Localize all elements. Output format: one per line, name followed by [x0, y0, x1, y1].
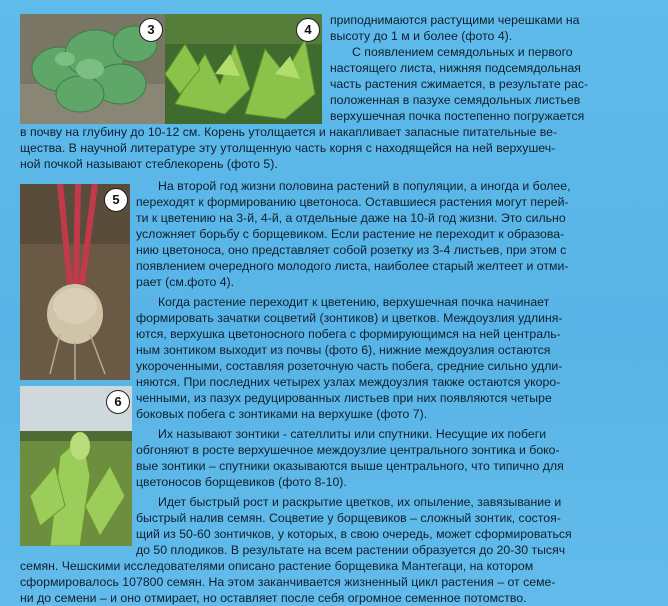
text-line: вые зонтики – спутники оказываются выше центрального, что типично для	[136, 459, 564, 473]
photo-6	[20, 386, 132, 546]
text-line: Идет быстрый рост и раскрытие цветков, их опыление, завязывание и	[158, 495, 562, 509]
text-line: настоящего листа, нижняя подсемядольная	[330, 61, 581, 75]
text-line: переходят к формированию цветоноса. Оставшиеся растения могут перей-	[136, 195, 569, 209]
text-line: ни до семени – и оно отмирает, но оставляет после себя огромное семенное потомство.	[20, 591, 527, 605]
text-line: ным зонтиком выходит из почвы (фото 6), нижние междоузлия остаются	[136, 343, 551, 357]
photo-3-number-badge: 3	[139, 18, 163, 42]
text-line: рает (см.фото 4).	[136, 275, 235, 289]
text-line: Их называют зонтики - сателлиты или спутники. Несущие их побеги	[158, 427, 547, 441]
text-line: щий из 50-60 зонтичков, у которых, в свою очередь, может сформироваться	[136, 527, 572, 541]
photo-4	[165, 14, 322, 124]
text-line: до 50 плодиков. В результате на всем растении образуется до 20-30 тысяч	[136, 543, 566, 557]
text-line: щества. В научной литературе эту утолщенную часть корня с находящейся на ней верхушеч-	[20, 141, 556, 155]
text-line: в почву на глубину до 10-12 см. Корень утолщается и накапливает запасные питательные ве-	[20, 125, 558, 139]
text-line: часть растения сжимается, в результате рас-	[330, 77, 589, 91]
photo-5-number-badge: 5	[104, 188, 128, 212]
photo-6-number-badge: 6	[106, 390, 130, 414]
text-line: положенная в пазухе семядольных листьев	[330, 93, 581, 107]
photo-3	[20, 14, 165, 124]
text-line: приподнимаются растущими черешками на	[330, 13, 580, 27]
text-line: появлением очередного молодого листа, наиболее старый желтеет и отми-	[136, 259, 569, 273]
text-line: быстрый налив семян. Соцветие у борщевиков – сложный зонтик, состоя-	[136, 511, 561, 525]
text-line: ченными, из пазух редуцированных листьев при них появляются четыре	[136, 391, 552, 405]
text-line: обгоняют в росте верхушечное междоузлие центрального зонтика и боко-	[136, 443, 560, 457]
text-line: семян. Чешскими исследователями описано растение борщевика Мантегаци, на котором	[20, 559, 534, 573]
text-line: ются, верхушка цветоносного побега с формирующимся на ней централь-	[136, 327, 561, 341]
text-line: С появлением семядольных и первого	[352, 45, 573, 59]
text-line: На второй год жизни половина растений в популяции, а иногда и более,	[158, 179, 571, 193]
text-line: усложняет борьбу с борщевиком. Если растение не переходит к образова-	[136, 227, 565, 241]
text-line: укороченными, составляя розеточную часть побега, средние сильно удли-	[136, 359, 563, 373]
photo-4-number-badge: 4	[296, 18, 320, 42]
text-line: нию цветоноса, оно представляет собой розетку из 3-4 листьев, при этом с	[136, 243, 567, 257]
text-line: сформировалось 107800 семян. На этом заканчивается жизненный цикл растения – от семе-	[20, 575, 556, 589]
photo-5-image	[20, 184, 130, 380]
text-line: боковых побега с зонтиками на верхушке (фото 7).	[136, 407, 428, 421]
text-line: ти к цветению на 3-й, 4-й, а отдельные даже на 10-й год жизни. Это сильно	[136, 211, 566, 225]
photo-5	[20, 184, 130, 380]
text-line: верхушечная почка постепенно погружается	[330, 109, 585, 123]
text-line: няются. При последних четырех узлах междоузлия также остаются укоро-	[136, 375, 561, 389]
text-line: ной почкой называют стеблекорень (фото 5).	[20, 157, 278, 171]
text-line: цветоносов борщевиков (фото 8-10).	[136, 475, 347, 489]
text-line: Когда растение переходит к цветению, верхушечная почка начинает	[158, 295, 550, 309]
text-line: формировать зачатки соцветий (зонтиков) и цветков. Междоузлия удлиня-	[136, 311, 563, 325]
text-line: высоту до 1 м и более (фото 4).	[330, 29, 513, 43]
